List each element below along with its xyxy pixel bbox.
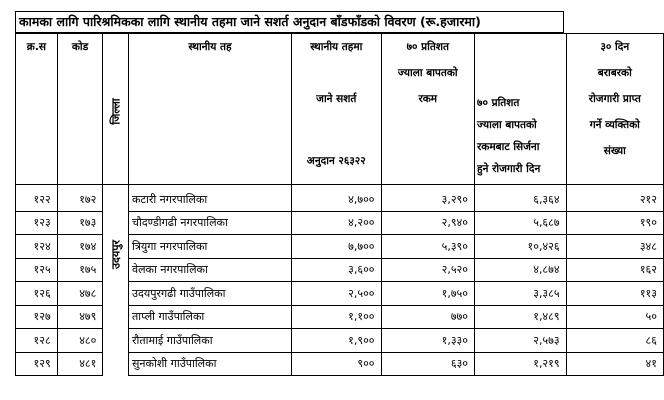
table-row: १२२ १७२ कटारी नगरपालिका ४,७०० ३,२९० ६,३६४ २१२ [16, 188, 664, 211]
header-grant: स्थानीय तहमा जाने सशर्त अनुदान २६३२२ [292, 34, 382, 185]
header-local-level: स्थानीय तह [128, 34, 291, 185]
header-code: कोड [57, 34, 103, 185]
header-sn: क्र.स [16, 34, 58, 185]
header-wage: ७० प्रतिशत ज्याला बापतको रकम [381, 34, 474, 185]
table-row: १२९ ४८१ सुनकोशी गाउँपालिका ९०० ६३० १,२१९ ४१ [16, 352, 664, 376]
district-cell: उदयपुर [103, 185, 129, 376]
table-row: १२७ ४७९ ताप्ली गाउँपालिका १,१०० ७७० १,४८९ ५० [16, 305, 664, 329]
grant-table [15, 33, 664, 376]
header-district: जिल्ला [103, 34, 129, 185]
header-days: ७० प्रतिशत ज्याला बापतको रकमबाट सिर्जना हुने रोजगारी दिन [475, 34, 567, 185]
header-row [16, 34, 664, 185]
table-row: १२८ ४८० रौतामाई गाउँपालिका १,९०० १,३३० २,५७३ ८६ [16, 329, 664, 353]
table-row: १२६ ४७८ उदयपुरगढी गाउँपालिका २,५०० १,७५० ३,३८५ ११३ [16, 282, 664, 306]
table-row: १२३ १७३ चौदण्डीगढी नगरपालिका ४,२०० २,९४० ५,६८७ १९० [16, 211, 664, 235]
header-persons: ३० दिन बराबरको रोजगारी प्राप्त गर्ने व्यक्तिको संख्या [566, 34, 663, 185]
table-row: १२५ १७५ वेलका नगरपालिका ३,६०० २,५२० ४,८७४ १६२ [16, 258, 664, 282]
table-row: १२४ १७४ त्रियुगा नगरपालिका ७,७०० ५,३९० १०,४२६ ३४८ [16, 235, 664, 259]
table-title: कामका लागि पारिश्रमिकका लागि स्थानीय तहमा जाने सशर्त अनुदान बाँडफाँडको विवरण (रू.हजारमा) [15, 11, 564, 33]
